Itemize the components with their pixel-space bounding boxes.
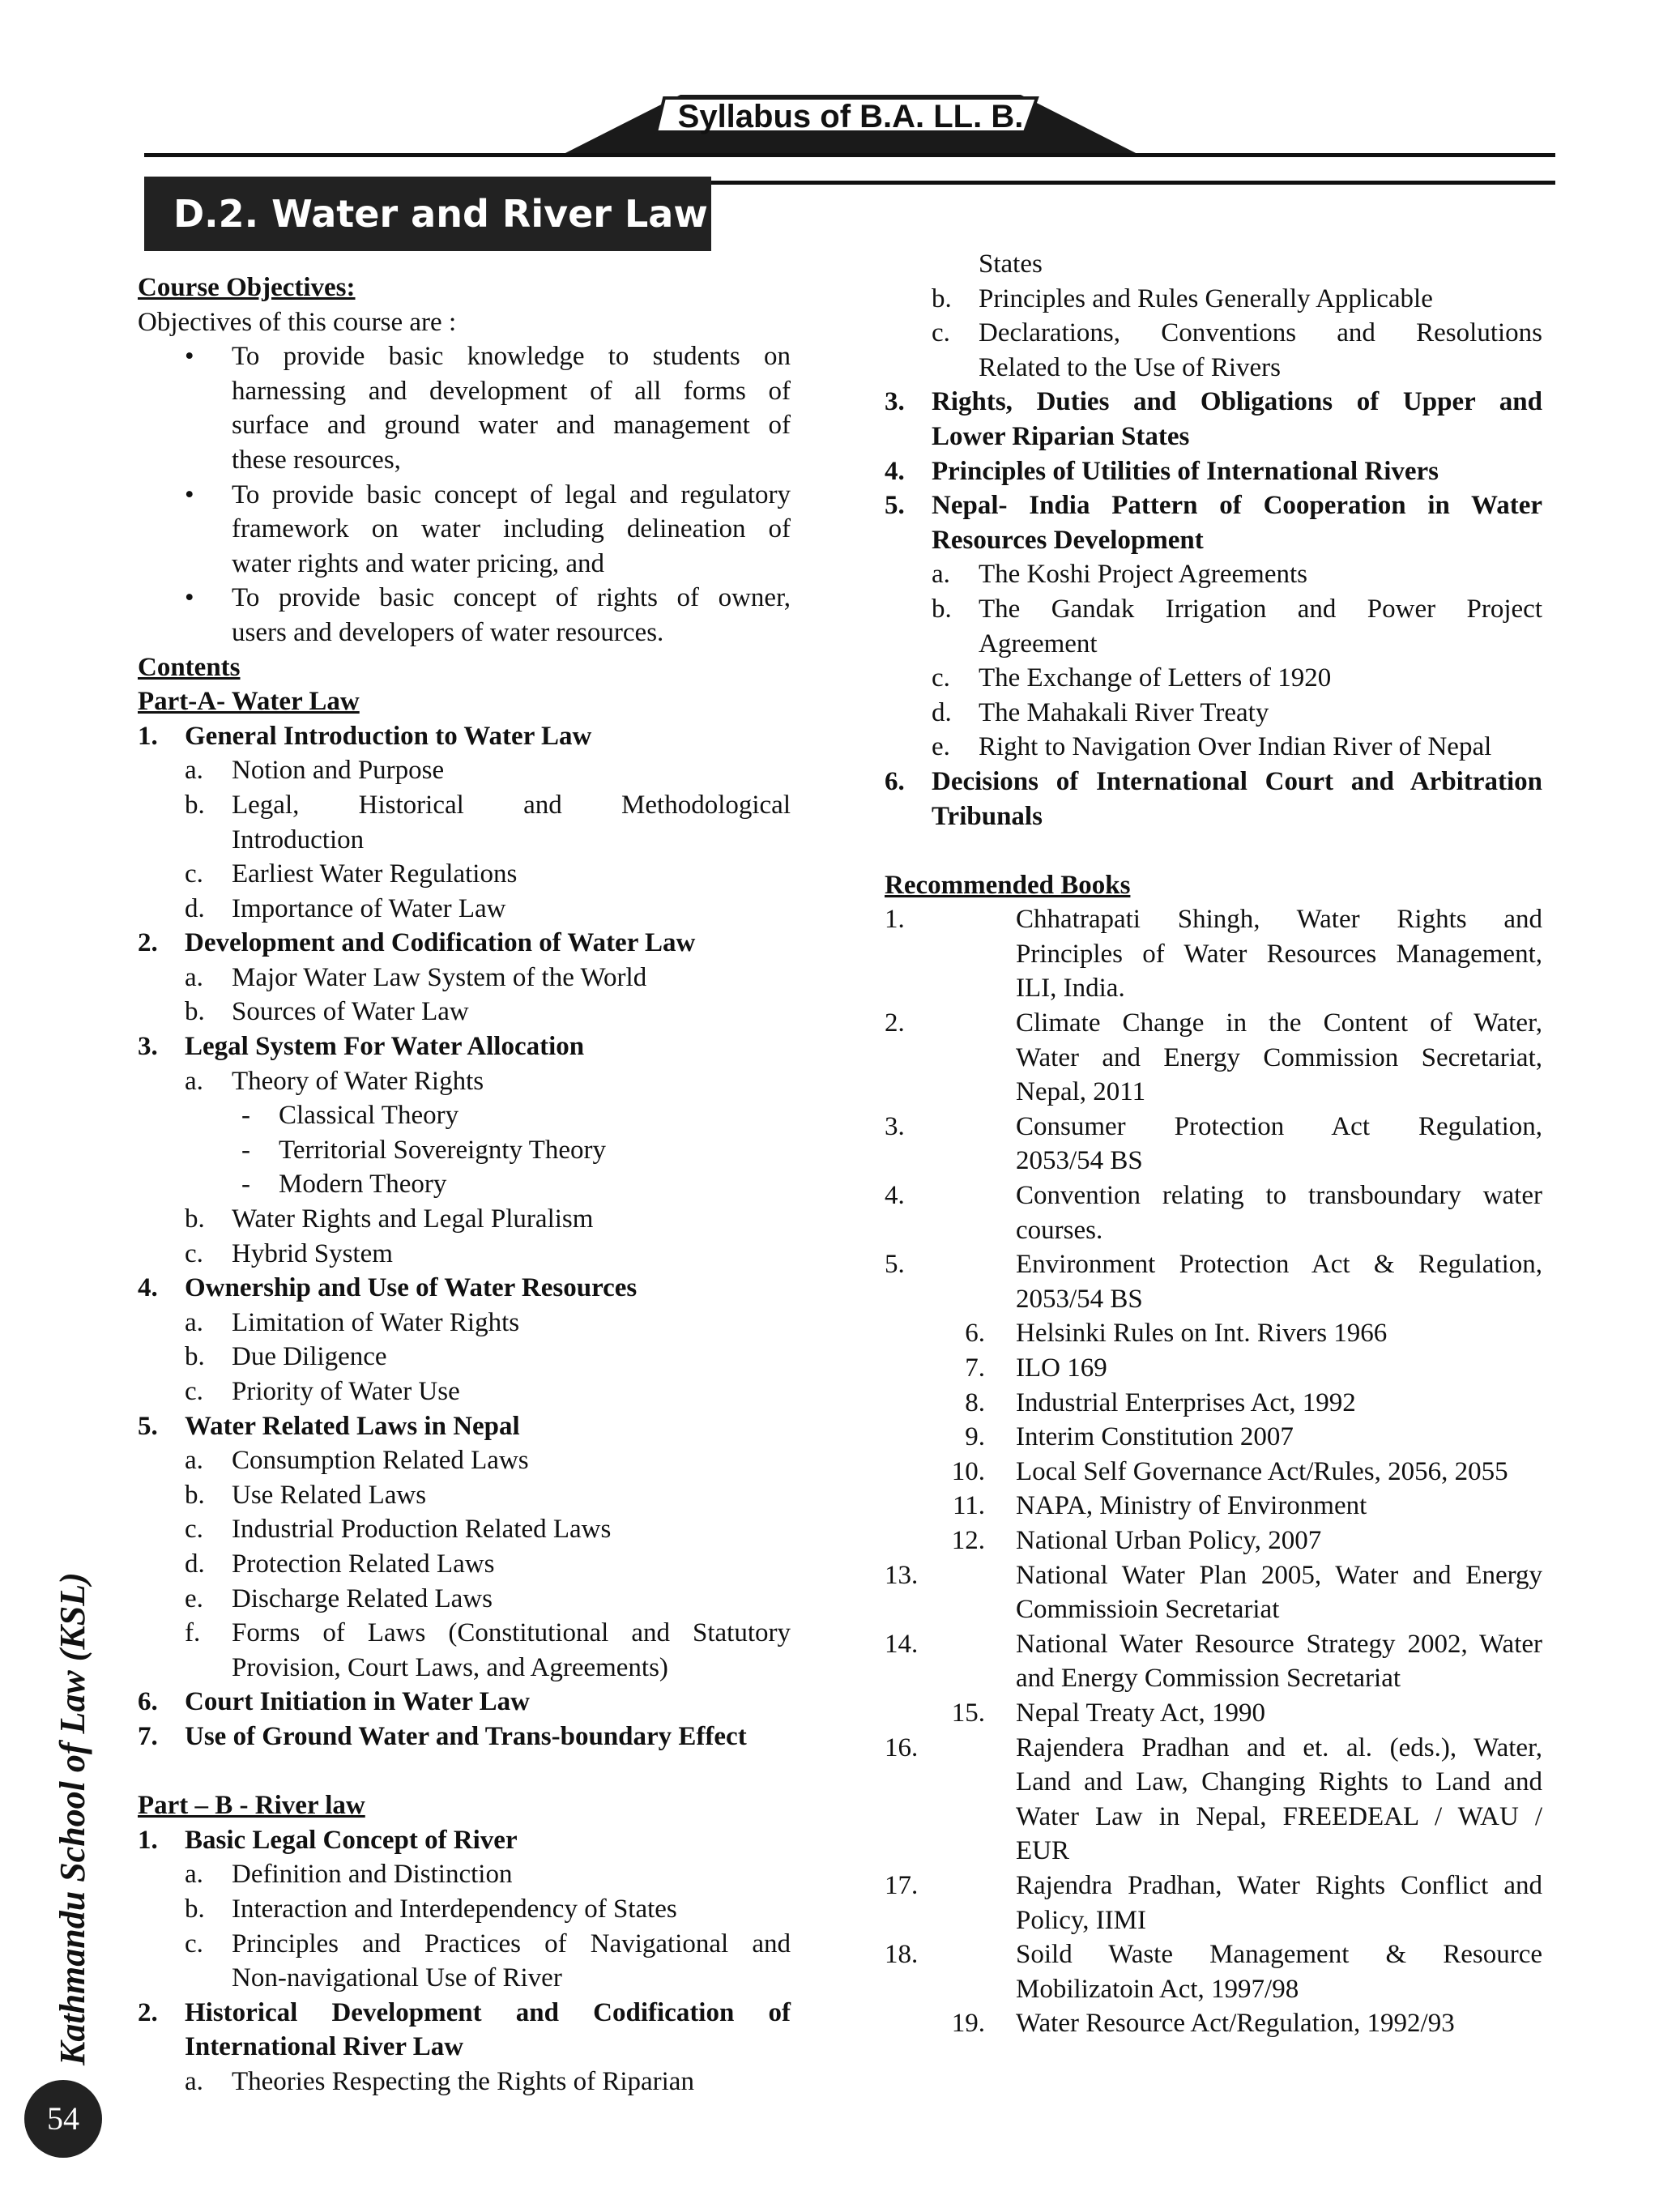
contents-heading: Contents [138,652,241,682]
book-number: 4. [885,1181,905,1211]
list-marker: - [241,1135,250,1165]
list-marker: b. [932,594,952,624]
line-text: Rights, Duties and Obligations of Upper and [932,387,1542,417]
book-item [885,1869,1542,1903]
line-text: General Introduction to Water Law [185,721,592,751]
line-text: Helsinki Rules on Int. Rivers 1966 [1016,1319,1388,1349]
sub-item [138,1616,791,1651]
section-number: 4. [138,1273,158,1303]
book-item [885,1524,1542,1558]
list-marker: d. [185,893,205,923]
book-item [885,1937,1542,1972]
book-number: 19. [951,2009,985,2039]
line-text: Major Water Law System of the World [232,962,647,992]
text-line-continued [138,616,791,650]
line-text: Soild Waste Management & Resource [1016,1940,1542,1970]
line-text: Resources Development [932,525,1204,555]
line-text: To provide basic concept of rights of owner, [232,583,791,613]
sub-item [138,1857,791,1892]
book-number: 18. [885,1940,919,1970]
line-text: Consumer Protection Act Regulation, [1016,1111,1542,1141]
line-text: Discharge Related Laws [232,1583,493,1613]
line-text: Interaction and Interdependency of States [232,1894,677,1924]
book-number: 8. [965,1387,985,1417]
text-line-continued [885,1282,1542,1317]
sub-item [138,1340,791,1375]
course-title: D.2. Water and River Law [144,177,711,251]
book-number: 3. [885,1111,905,1141]
line-text: Provision, Court Laws, and Agreements) [232,1652,668,1682]
section-heading [138,1409,791,1444]
line-text: Industrial Enterprises Act, 1992 [1016,1387,1356,1417]
objective-item [138,339,791,374]
text-line-continued [885,1661,1542,1696]
line-text: Water and Energy Commission Secretariat, [1016,1042,1542,1072]
text-line-continued [885,971,1542,1006]
bullet-icon: • [185,583,194,613]
line-text: National Water Resource Strategy 2002, Water [1016,1629,1542,1659]
line-text: Nepal Treaty Act, 1990 [1016,1698,1265,1728]
line-text: Due Diligence [232,1342,387,1372]
line-text: Environment Protection Act & Regulation, [1016,1250,1542,1280]
section-heading [138,1271,791,1306]
text-line-continued [885,1800,1542,1835]
sub-item [138,961,791,995]
spacer [138,1754,791,1789]
line-text: Related to the Use of Rivers [979,352,1281,382]
sub-item [138,892,791,927]
text-line-continued [138,2030,791,2065]
book-number: 15. [951,1698,985,1728]
line-text: Earliest Water Regulations [232,859,518,889]
line-text: Principles and Rules Generally Applicable [979,283,1433,313]
line-text: NAPA, Ministry of Environment [1016,1491,1367,1521]
line-text: water rights and water pricing, and [232,548,605,578]
line-text: Convention relating to transboundary water [1016,1181,1542,1211]
list-marker: b. [185,790,205,820]
book-item [885,1006,1542,1041]
line-text: users and developers of water resources. [232,617,664,647]
line-text: Legal System For Water Allocation [185,1032,585,1062]
bullet-icon: • [185,342,194,372]
objectives-intro [138,305,791,340]
left-column [138,271,791,2099]
sub-item [885,557,1542,592]
books-heading: Recommended Books [885,870,1131,900]
text-line-continued [138,512,791,547]
book-item [885,1110,1542,1144]
line-text: Principles of Utilities of International Rivers [932,456,1439,486]
sub-item [138,1478,791,1513]
text-line-continued [885,1972,1542,2007]
line-text: Chhatrapati Shingh, Water Rights and [1016,905,1542,935]
right-column [885,247,1542,2041]
book-number: 5. [885,1250,905,1280]
book-number: 14. [885,1629,919,1659]
sub-item [885,661,1542,696]
line-text: Legal, Historical and Methodological [232,790,791,820]
book-item [885,1178,1542,1213]
line-text: Principles of Water Resources Management, [1016,939,1542,969]
book-number: 11. [952,1491,985,1521]
sub-item [138,1547,791,1582]
book-number: 16. [885,1733,919,1762]
sub-item [138,1306,791,1340]
line-text: Declarations, Conventions and Resolutions [979,318,1542,348]
section-heading [885,488,1542,523]
section-heading [138,1685,791,1720]
part-a-heading: Part-A- Water Law [138,687,360,717]
text-line-continued [885,1075,1542,1110]
line-text: Water Law in Nepal, FREEDEAL / WAU / [1016,1801,1542,1831]
line-text: Industrial Production Related Laws [232,1515,612,1545]
sub-item [138,1512,791,1547]
book-number: 7. [965,1353,985,1383]
section-number: 6. [138,1687,158,1717]
line-text: Land and Law, Changing Rights to Land and [1016,1767,1542,1797]
line-text: Consumption Related Laws [232,1446,529,1476]
line-text: Commissioin Secretariat [1016,1595,1280,1625]
line-text: Nepal, 2011 [1016,1077,1146,1107]
sub-item [885,282,1542,317]
line-text: Use of Ground Water and Trans-boundary Effect [185,1721,747,1751]
text-line-continued [885,627,1542,662]
line-text: ILI, India. [1016,974,1125,1004]
line-text: Forms of Laws (Constitutional and Statutory [232,1618,791,1648]
line-text: surface and ground water and management of [232,411,791,441]
line-text: ILO 169 [1016,1353,1107,1383]
header-rule-secondary [711,181,1555,185]
sub-item [138,1375,791,1409]
list-marker: c. [185,1515,203,1545]
list-marker: a. [185,962,203,992]
line-text: Water Resource Act/Regulation, 1992/93 [1016,2009,1455,2039]
line-text: Priority of Water Use [232,1377,460,1406]
text-line-continued [885,937,1542,972]
text-line-continued [138,443,791,478]
line-text: Classical Theory [279,1101,459,1131]
book-item [885,1558,1542,1593]
list-marker: - [241,1170,250,1200]
school-name-vertical: Kathmandu School of Law (KSL) [53,1572,92,2065]
sub-item [138,1064,791,1099]
line-text: Court Initiation in Water Law [185,1687,530,1717]
section-number: 1. [138,721,158,751]
list-marker: c. [932,318,950,348]
line-text: The Mahakali River Treaty [979,697,1269,727]
list-marker: a. [932,560,950,590]
book-item [885,1386,1542,1421]
list-marker: c. [932,663,950,693]
sub-item [138,1202,791,1237]
line-text: Rajendera Pradhan and et. al. (eds.), Water, [1016,1733,1542,1762]
list-marker: b. [185,997,205,1027]
spacer [885,833,1542,868]
list-marker: a. [185,1066,203,1096]
line-text: Non-navigational Use of River [232,1963,562,1993]
line-text: these resources, [232,445,401,475]
section-heading [138,1029,791,1064]
text-line-continued [138,823,791,858]
book-number: 13. [885,1560,919,1590]
section-heading [138,1720,791,1754]
sub-item [138,2065,791,2099]
section-heading [138,719,791,754]
text-line-continued [138,1961,791,1996]
list-marker: e. [932,732,950,762]
list-marker: a. [185,1860,203,1890]
list-marker: b. [932,283,952,313]
line-text: Ownership and Use of Water Resources [185,1273,638,1303]
text-line-continued [885,1592,1542,1627]
objectives-heading: Course Objectives: [138,273,356,302]
book-item [885,1247,1542,1282]
running-title: Syllabus of B.A. LL. B. [677,99,1024,134]
line-text: Historical Development and Codification of [185,1997,791,2027]
text-line-continued [885,799,1542,834]
text-line-continued [885,1144,1542,1178]
objective-item [138,478,791,513]
line-text: Development and Codification of Water Law [185,928,696,958]
text-line-continued [885,351,1542,386]
line-text: Principles and Practices of Navigational and [232,1929,791,1958]
list-marker: a. [185,1446,203,1476]
section-number: 5. [885,491,905,521]
page-number: 54 [24,2080,102,2158]
list-marker: - [241,1101,250,1131]
line-text: courses. [1016,1215,1103,1245]
book-item [885,1455,1542,1490]
line-text: Objectives of this course are : [138,307,457,337]
line-text: To provide basic concept of legal and regulatory [232,479,791,509]
section-number: 2. [138,1997,158,2027]
list-marker: d. [932,697,952,727]
sub-item [885,316,1542,351]
section-number: 6. [885,766,905,796]
book-item [885,1420,1542,1455]
sub-item [138,1443,791,1478]
sub-sub-item [138,1098,791,1133]
line-text: The Exchange of Letters of 1920 [979,663,1332,693]
book-item [885,1316,1542,1351]
sub-sub-item [138,1133,791,1168]
line-text: Importance of Water Law [232,893,506,923]
text-line-continued [885,1903,1542,1938]
list-marker: b. [185,1204,205,1234]
section-number: 2. [138,928,158,958]
line-text: Territorial Sovereignty Theory [279,1135,606,1165]
book-item [885,1351,1542,1386]
sub-item [138,857,791,892]
book-number: 6. [965,1319,985,1349]
sub-item [138,753,791,788]
line-text: Limitation of Water Rights [232,1307,520,1337]
list-marker: c. [185,859,203,889]
list-marker: d. [185,1549,205,1579]
text-line-continued [885,1765,1542,1800]
section-number: 4. [885,456,905,486]
line-text: Climate Change in the Content of Water, [1016,1008,1542,1038]
section-number: 3. [885,387,905,417]
book-item [885,1489,1542,1524]
line-text: Lower Riparian States [932,421,1190,451]
line-text: Decisions of International Court and Arbitration [932,766,1542,796]
line-text: Notion and Purpose [232,756,445,786]
section-number: 5. [138,1411,158,1441]
line-text: Basic Legal Concept of River [185,1825,518,1855]
sub-sub-item [138,1167,791,1202]
list-marker: a. [185,2066,203,2096]
objective-item [138,581,791,616]
line-text: To provide basic knowledge to students on [232,342,791,372]
book-number: 12. [951,1525,985,1555]
section-heading [138,926,791,961]
sub-item [138,995,791,1029]
text-line-continued [885,1041,1542,1076]
list-marker: a. [185,756,203,786]
line-text: The Gandak Irrigation and Power Project [979,594,1542,624]
list-marker: f. [185,1618,201,1648]
part-b-heading: Part – B - River law [138,1791,365,1821]
list-marker: e. [185,1583,203,1613]
line-text: National Urban Policy, 2007 [1016,1525,1322,1555]
text-line-continued [138,374,791,409]
line-text: Theory of Water Rights [232,1066,484,1096]
line-text: Protection Related Laws [232,1549,495,1579]
section-number: 7. [138,1721,158,1751]
line-text: Interim Constitution 2007 [1016,1422,1294,1452]
line-text: Hybrid System [232,1238,393,1268]
text-line-continued [138,1651,791,1686]
text-line-continued [885,420,1542,454]
book-number: 17. [885,1870,919,1900]
line-text: Rajendra Pradhan, Water Rights Conflict and [1016,1870,1542,1900]
line-text: harnessing and development of all forms of [232,376,791,406]
section-heading [885,765,1542,799]
continued-line [885,247,1542,282]
sub-item [885,696,1542,731]
list-marker: c. [185,1929,203,1958]
line-text: Water Rights and Legal Pluralism [232,1204,594,1234]
list-marker: c. [185,1377,203,1406]
line-text: Use Related Laws [232,1480,427,1510]
section-heading [138,1823,791,1858]
line-text: Introduction [232,825,365,855]
section-number: 1. [138,1825,158,1855]
line-text: and Energy Commission Secretariat [1016,1664,1401,1694]
book-item [885,1731,1542,1766]
line-text: 2053/54 BS [1016,1146,1143,1176]
text-line-continued [885,523,1542,558]
section-number: 3. [138,1032,158,1062]
sub-item [885,730,1542,765]
sub-item [138,1582,791,1617]
line-text: Right to Navigation Over Indian River of Nepal [979,732,1492,762]
line-text: 2053/54 BS [1016,1284,1143,1314]
list-marker: b. [185,1480,205,1510]
sub-item [138,1927,791,1962]
text-line-continued [885,1834,1542,1869]
line-text: EUR [1016,1836,1069,1866]
book-item [885,902,1542,937]
book-number: 1. [885,905,905,935]
book-number: 2. [885,1008,905,1038]
bullet-icon: • [185,479,194,509]
line-text: Modern Theory [279,1170,447,1200]
line-text: Definition and Distinction [232,1860,513,1890]
line-text: framework on water including delineation of [232,514,791,544]
list-marker: c. [185,1238,203,1268]
list-marker: b. [185,1342,205,1372]
header-rule [144,153,1555,157]
book-number: 10. [951,1456,985,1486]
list-marker: b. [185,1894,205,1924]
book-item [885,1627,1542,1662]
text-line-continued [138,547,791,582]
book-item [885,1696,1542,1731]
line-text: National Water Plan 2005, Water and Energy [1016,1560,1542,1590]
sub-item [138,788,791,823]
line-text: Tribunals [932,801,1043,831]
sub-item [138,1892,791,1927]
line-text: States [979,249,1043,279]
line-text: Nepal- India Pattern of Cooperation in Water [932,491,1542,521]
line-text: Mobilizatoin Act, 1997/98 [1016,1974,1299,2004]
line-text: Theories Respecting the Rights of Riparian [232,2066,694,2096]
line-text: Water Related Laws in Nepal [185,1411,520,1441]
text-line-continued [885,1213,1542,1248]
text-line-continued [138,408,791,443]
section-heading [138,1996,791,2031]
sub-item [138,1237,791,1272]
list-marker: a. [185,1307,203,1337]
book-number: 9. [965,1422,985,1452]
line-text: Sources of Water Law [232,997,469,1027]
line-text: International River Law [185,2032,464,2062]
section-heading [885,385,1542,420]
line-text: Policy, IIMI [1016,1905,1147,1935]
sub-item [885,592,1542,627]
line-text: Local Self Governance Act/Rules, 2056, 2055 [1016,1456,1508,1486]
book-item [885,2006,1542,2041]
line-text: The Koshi Project Agreements [979,560,1307,590]
line-text: Agreement [979,629,1098,658]
section-heading [885,454,1542,489]
